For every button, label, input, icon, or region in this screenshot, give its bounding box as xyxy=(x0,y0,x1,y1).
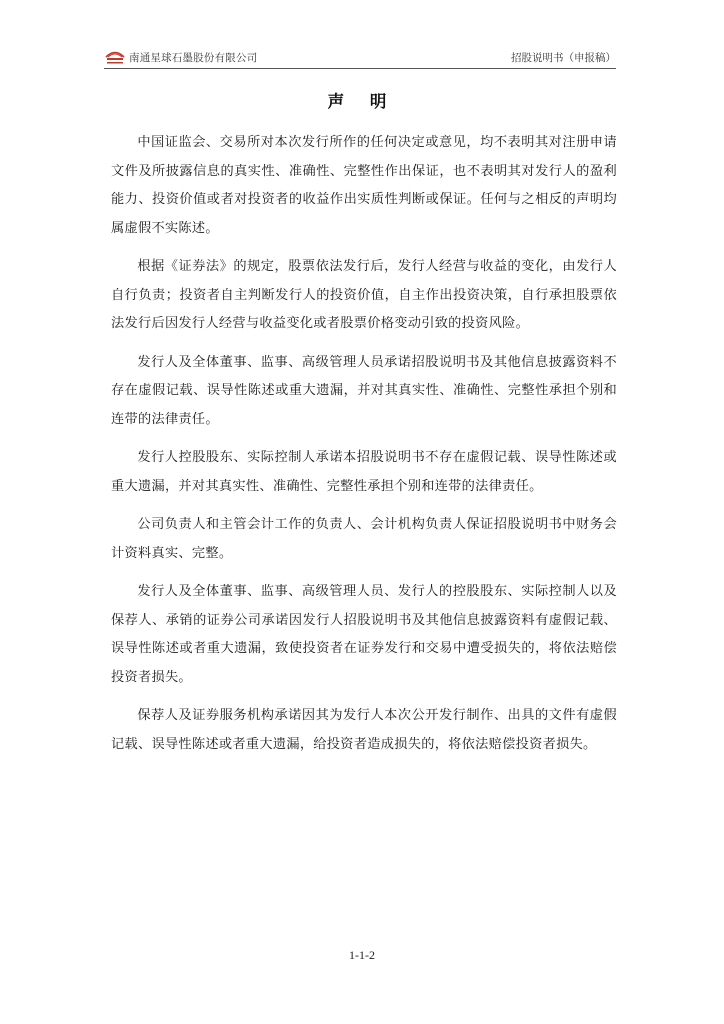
paragraph: 根据《证券法》的规定，股票依法发行后，发行人经营与收益的变化，由发行人自行负责；投资者自主判断发行人的投资价值，自主作出投资决策，自行承担股票依法发行后因发行人经营与收益变化或者股票价格变动引致的投资风险。 xyxy=(111,259,617,331)
paragraph: 保荐人及证券服务机构承诺因其为发行人本次公开发行制作、出具的文件有虚假记载、误导性陈述或者重大遗漏，给投资者造成损失的，将依法赔偿投资者损失。 xyxy=(111,708,617,752)
declaration-body xyxy=(111,129,617,769)
paragraph: 发行人及全体董事、监事、高级管理人员承诺招股说明书及其他信息披露资料不存在虚假记载、误导性陈述或重大遗漏，并对其真实性、准确性、完整性承担个别和连带的法律责任。 xyxy=(111,354,617,427)
paragraph: 发行人及全体董事、监事、高级管理人员、发行人的控股股东、实际控制人以及保荐人、承销的证券公司承诺因发行人招股说明书及其他信息披露资料有虚假记载、误导性陈述或者重大遗漏，致使投资者在证券发行和交易中遭受损失的，将依法赔偿投资者损失。 xyxy=(111,584,617,685)
page-title: 声 明 xyxy=(327,92,397,111)
page-number: 1-1-2 xyxy=(349,948,375,962)
header-document-type: 招股说明书（申报稿） xyxy=(511,52,616,64)
page-header xyxy=(104,46,616,69)
header-company-name: 南通星球石墨股份有限公司 xyxy=(129,52,258,64)
paragraph: 中国证监会、交易所对本次发行所作的任何决定或意见，均不表明其对注册申请文件及所披露信息的真实性、准确性、完整性作出保证，也不表明其对发行人的盈利能力、投资价值或者对投资者的收益作出实质性判断或保证。任何与之相反的声明均属虚假不实陈述。 xyxy=(111,135,617,236)
paragraph: 发行人控股股东、实际控制人承诺本招股说明书不存在虚假记载、误导性陈述或重大遗漏，并对其真实性、准确性、完整性承担个别和连带的法律责任。 xyxy=(111,450,617,494)
paragraph: 公司负责人和主管会计工作的负责人、会计机构负责人保证招股说明书中财务会计资料真实、完整。 xyxy=(111,517,617,561)
company-logo-icon xyxy=(104,48,126,66)
